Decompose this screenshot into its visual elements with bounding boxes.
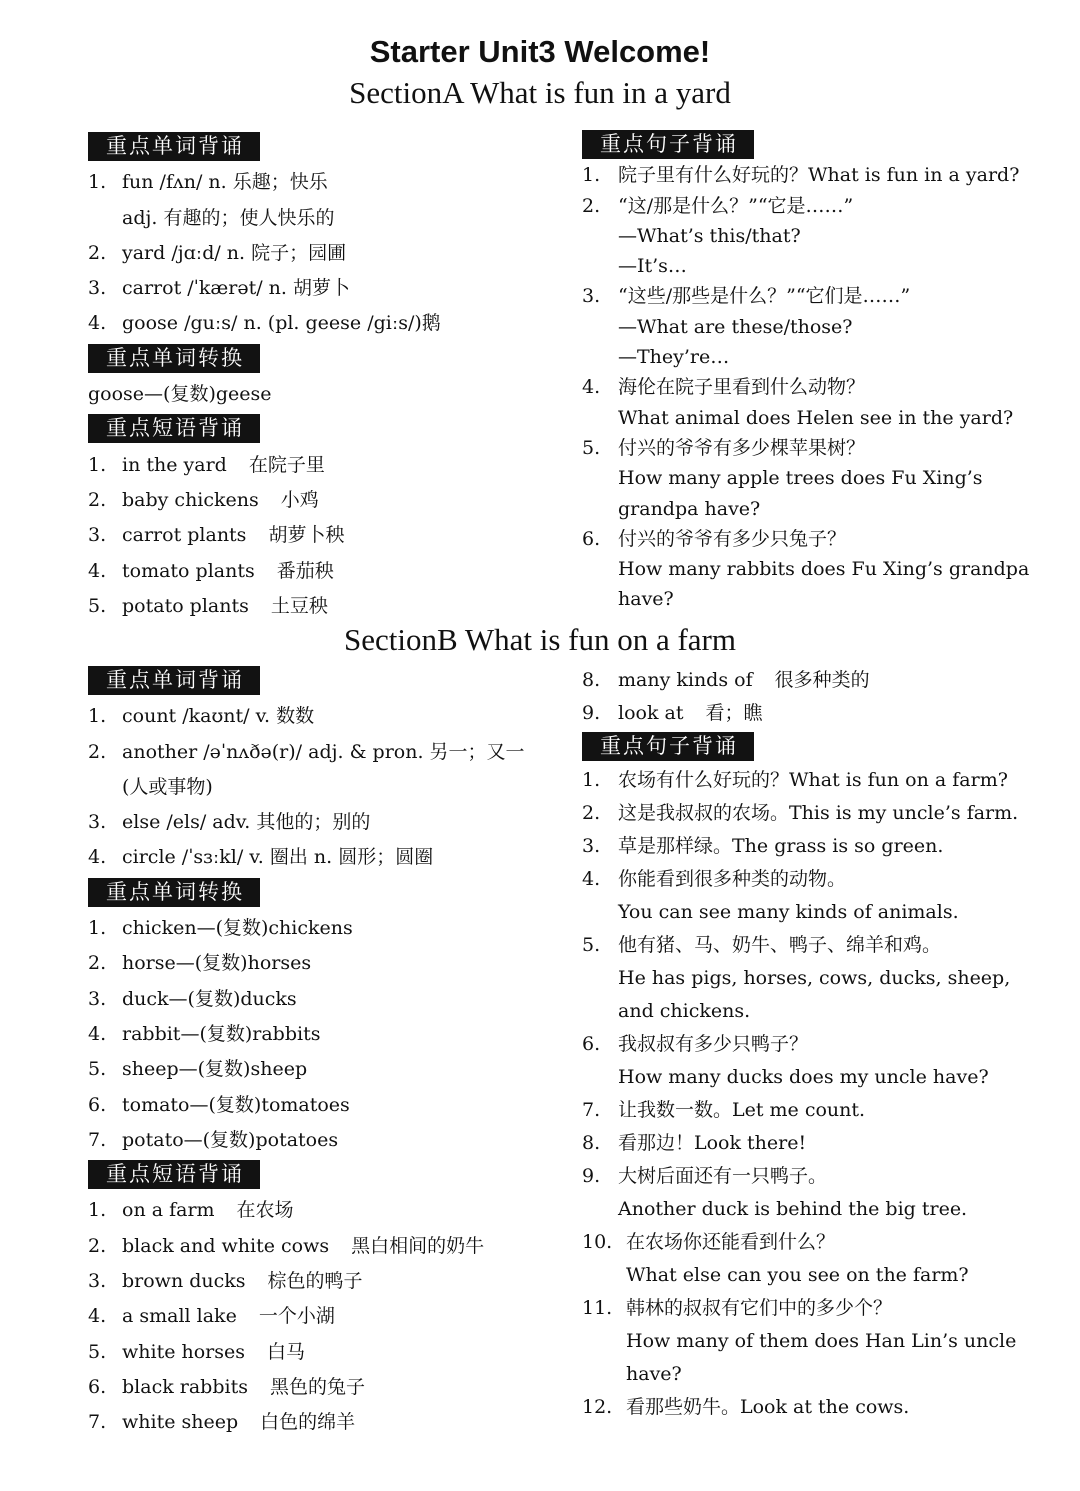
b-sentence-line: What else can you see on the farm?	[626, 1264, 969, 1286]
b-phrase-chinese: 看；瞧	[705, 702, 763, 724]
a-phrase-english: carrot plants	[122, 524, 247, 547]
b-phrases-header: 重点短语背诵	[88, 1160, 260, 1189]
b-phrase-number: 5.	[88, 1340, 107, 1363]
b-conversion-text: horse—(复数)horses	[122, 952, 312, 975]
b-word-item	[88, 735, 558, 806]
b-phrase-text	[122, 1264, 558, 1299]
b-sentence-text	[618, 1094, 1044, 1127]
b-sentence-text	[618, 1028, 1044, 1094]
b-sentence-number: 11.	[582, 1297, 613, 1319]
b-phrase-chinese: 黑白相间的奶牛	[351, 1234, 485, 1257]
b-phrase-english: on a farm	[122, 1199, 215, 1222]
b-phrase-english: black rabbits	[122, 1375, 248, 1398]
a-phrase-item	[88, 554, 558, 589]
a-sentence-item	[582, 372, 1044, 433]
a-word-line: carrot /ˈkærət/ n. 胡萝卜	[122, 277, 350, 300]
a-phrase-english: potato plants	[122, 594, 249, 617]
b-sentence-line: 他有猪、马、奶牛、鸭子、绵羊和鸡。	[618, 934, 942, 956]
section-a-left-column	[88, 130, 558, 624]
b-word-text	[122, 735, 558, 806]
a-phrase-chinese: 在院子里	[248, 453, 325, 476]
b-sentence-line: 让我数一数。Let me count.	[618, 1099, 866, 1121]
b-sentence-number: 3.	[582, 835, 601, 857]
b-sentence-text	[618, 1160, 1044, 1226]
a-sentence-line: 海伦在院子里看到什么动物？	[618, 376, 866, 399]
b-phrase-number: 3.	[88, 1270, 107, 1293]
a-words-header: 重点单词背诵	[88, 132, 260, 161]
a-word-line: fun /fʌn/ n. 乐趣；快乐	[122, 171, 328, 194]
b-phrase-number: 2.	[88, 1234, 107, 1257]
b-sentence-item	[582, 1094, 1044, 1127]
b-sentence-item	[582, 830, 1044, 863]
b-sentence-line: 在农场你还能看到什么？	[626, 1231, 836, 1253]
a-phrase-item	[88, 589, 558, 624]
b-conversion-item	[88, 1088, 558, 1123]
b-sentence-number: 4.	[582, 868, 601, 890]
b-word-line: else /els/ adv. 其他的；别的	[122, 811, 371, 834]
a-sentence-text	[618, 160, 1044, 190]
section-a-title: SectionA What is fun in a yard	[349, 75, 731, 110]
b-phrase-chinese: 很多种类的	[774, 669, 870, 691]
a-phrase-english: baby chickens	[122, 488, 259, 511]
b-phrase-item	[88, 1299, 558, 1334]
b-phrase-item	[582, 697, 1044, 730]
b-conversion-text: chicken—(复数)chickens	[122, 917, 353, 940]
a-word-number: 2.	[88, 241, 107, 264]
a-phrase-text	[122, 448, 558, 483]
a-word-text	[122, 165, 558, 236]
b-sentence-text	[618, 830, 1044, 863]
b-phrase-english: a small lake	[122, 1305, 237, 1328]
a-word-item	[88, 306, 558, 341]
b-word-number: 4.	[88, 846, 107, 869]
b-conversion-number: 3.	[88, 987, 107, 1010]
a-sentence-item	[582, 524, 1044, 615]
a-word-line: adj. 有趣的；使人快乐的	[122, 206, 335, 229]
b-phrase-item	[88, 1335, 558, 1370]
b-conversion-number: 5.	[88, 1058, 107, 1081]
a-sentence-line: 院子里有什么好玩的？What is fun in a yard?	[618, 164, 1020, 187]
a-sentence-line: —They’re…	[618, 346, 730, 369]
b-conversion-text: duck—(复数)ducks	[122, 987, 297, 1010]
a-sentence-number: 3.	[582, 285, 601, 308]
a-word-text	[122, 271, 558, 306]
b-sentence-line: 这是我叔叔的农场。This is my uncle’s farm.	[618, 802, 1019, 824]
b-phrase-chinese: 在农场	[236, 1199, 294, 1222]
a-word-item	[88, 165, 558, 236]
b-phrase-english: black and white cows	[122, 1234, 330, 1257]
b-sentence-line: 看那边！Look there!	[618, 1132, 807, 1154]
a-phrase-item	[88, 448, 558, 483]
b-word-item	[88, 840, 558, 875]
b-sentence-item	[582, 1127, 1044, 1160]
section-a-right-column	[582, 128, 1044, 615]
b-phrase-english: look at	[618, 702, 684, 724]
a-phrase-chinese: 土豆秧	[270, 594, 328, 617]
b-phrase-text	[618, 664, 1044, 697]
b-sentence-number: 7.	[582, 1099, 601, 1121]
b-conversion-item	[88, 982, 558, 1017]
b-word-line: circle /ˈsɜːkl/ v. 圈出 n. 圆形；圆圈	[122, 846, 434, 869]
a-phrase-number: 2.	[88, 488, 107, 511]
b-phrase-item	[88, 1370, 558, 1405]
b-phrase-text	[122, 1370, 558, 1405]
b-phrase-english: white sheep	[122, 1411, 239, 1434]
b-phrase-item	[582, 664, 1044, 697]
b-phrase-number: 1.	[88, 1199, 107, 1222]
b-sentences-header: 重点句子背诵	[582, 732, 754, 761]
b-word-line: another /əˈnʌðə(r)/ adj. & pron. 另一；又一	[122, 740, 525, 763]
b-conversion-item	[88, 1052, 558, 1087]
a-conversion-header-wrap	[88, 342, 558, 377]
a-phrase-text	[122, 518, 558, 553]
a-sentence-text	[618, 281, 1044, 372]
a-word-number: 3.	[88, 277, 107, 300]
b-sentence-number: 8.	[582, 1132, 601, 1154]
b-phrase-number: 9.	[582, 702, 601, 724]
b-sentence-number: 10.	[582, 1231, 613, 1253]
b-phrase-number: 4.	[88, 1305, 107, 1328]
b-phrase-text	[122, 1193, 558, 1228]
b-conversion-text: potato—(复数)potatoes	[122, 1128, 339, 1151]
b-word-text	[122, 840, 558, 875]
b-conversion-text: rabbit—(复数)rabbits	[122, 1022, 321, 1045]
b-sentence-line: You can see many kinds of animals.	[618, 901, 959, 923]
b-phrase-english: white horses	[122, 1340, 245, 1363]
b-phrase-chinese: 棕色的鸭子	[267, 1270, 363, 1293]
b-phrase-chinese: 一个小湖	[258, 1305, 335, 1328]
a-conversion-header: 重点单词转换	[88, 344, 260, 373]
section-b-left-column	[88, 664, 558, 1441]
a-sentence-line: —What are these/those?	[618, 315, 853, 338]
a-word-text	[122, 306, 558, 341]
a-sentence-line: have?	[618, 588, 674, 611]
b-sentence-number: 5.	[582, 934, 601, 956]
b-word-line: count /kaʊnt/ v. 数数	[122, 705, 315, 728]
b-sentence-line: How many ducks does my uncle have?	[618, 1066, 989, 1088]
b-sentence-text	[626, 1391, 1044, 1424]
b-sentence-text	[618, 1127, 1044, 1160]
b-conversion-item	[88, 911, 558, 946]
b-conversion-header: 重点单词转换	[88, 878, 260, 907]
a-sentence-text	[618, 372, 1044, 433]
a-word-number: 1.	[88, 171, 107, 194]
b-sentence-item	[582, 764, 1044, 797]
a-sentence-number: 2.	[582, 194, 601, 217]
b-word-text	[122, 699, 558, 734]
b-phrase-item	[88, 1405, 558, 1440]
a-phrase-item	[88, 518, 558, 553]
a-sentence-line: “这些/那些是什么？”“它们是……”	[618, 285, 911, 308]
b-sentence-text	[618, 764, 1044, 797]
b-phrase-item	[88, 1193, 558, 1228]
a-sentence-line: —It’s…	[618, 255, 687, 278]
a-sentence-item	[582, 281, 1044, 372]
a-phrase-chinese: 胡萝卜秧	[268, 524, 345, 547]
a-word-line: yard /jɑːd/ n. 院子；园圃	[122, 241, 347, 264]
b-sentence-item	[582, 863, 1044, 929]
a-word-number: 4.	[88, 312, 107, 335]
a-sentence-item	[582, 160, 1044, 190]
b-word-item	[88, 805, 558, 840]
a-word-item	[88, 271, 558, 306]
a-sentence-number: 6.	[582, 527, 601, 550]
a-phrase-chinese: 番茄秧	[276, 559, 334, 582]
a-phrase-text	[122, 589, 558, 624]
b-sentence-line: Another duck is behind the big tree.	[618, 1198, 968, 1220]
b-sentence-text	[626, 1226, 1044, 1292]
b-phrase-english: brown ducks	[122, 1270, 246, 1293]
b-sentence-item	[582, 1391, 1044, 1424]
b-sentence-number: 12.	[582, 1396, 613, 1418]
b-sentence-line: 草是那样绿。The grass is so green.	[618, 835, 944, 857]
b-sentence-line: He has pigs, horses, cows, ducks, sheep,	[618, 967, 1011, 989]
b-phrase-item	[88, 1229, 558, 1264]
b-words-header-wrap	[88, 664, 558, 699]
b-sentence-item	[582, 1292, 1044, 1391]
b-sentence-number: 6.	[582, 1033, 601, 1055]
a-phrase-english: in the yard	[122, 453, 227, 476]
a-sentence-line: “这/那是什么？”“它是……”	[618, 194, 854, 217]
a-sentences-header: 重点句子背诵	[582, 130, 754, 159]
b-phrase-text	[122, 1405, 558, 1440]
a-phrase-number: 4.	[88, 559, 107, 582]
b-phrase-number: 6.	[88, 1375, 107, 1398]
a-phrase-item	[88, 483, 558, 518]
b-phrase-number: 8.	[582, 669, 601, 691]
b-conversion-item	[88, 946, 558, 981]
b-conversion-number: 6.	[88, 1093, 107, 1116]
a-sentence-text	[618, 524, 1044, 615]
b-word-item	[88, 699, 558, 734]
a-word-line: goose /guːs/ n. (pl. geese /giːs/)鹅	[122, 312, 441, 335]
b-sentence-item	[582, 1160, 1044, 1226]
b-word-line: (人或事物)	[122, 775, 213, 798]
b-sentence-line: 农场有什么好玩的？What is fun on a farm?	[618, 769, 1008, 791]
a-sentence-line: —What’s this/that?	[618, 224, 801, 247]
a-sentence-text	[618, 191, 1044, 282]
b-sentence-text	[618, 863, 1044, 929]
a-word-text	[122, 236, 558, 271]
a-conversion-text: goose—(复数)geese	[88, 383, 272, 406]
b-phrase-text	[618, 697, 1044, 730]
b-word-number: 2.	[88, 740, 107, 763]
b-sentence-line: 看那些奶牛。Look at the cows.	[626, 1396, 910, 1418]
b-sentence-line: 你能看到很多种类的动物。	[618, 868, 847, 890]
a-sentence-number: 4.	[582, 376, 601, 399]
b-conversion-number: 7.	[88, 1128, 107, 1151]
b-words-header: 重点单词背诵	[88, 666, 260, 695]
a-sentence-line: How many rabbits does Fu Xing’s grandpa	[618, 558, 1030, 581]
a-phrase-number: 1.	[88, 453, 107, 476]
a-words-header-wrap	[88, 130, 558, 165]
b-conversion-number: 4.	[88, 1022, 107, 1045]
a-sentence-line: 付兴的爷爷有多少棵苹果树？	[618, 436, 866, 459]
a-sentence-item	[582, 433, 1044, 524]
a-phrase-text	[122, 554, 558, 589]
b-sentences-header-wrap	[582, 730, 1044, 764]
b-sentence-line: 大树后面还有一只鸭子。	[618, 1165, 828, 1187]
section-b-right-column	[582, 664, 1044, 1424]
b-phrase-item	[88, 1264, 558, 1299]
section-b-title: SectionB What is fun on a farm	[343, 622, 736, 657]
a-sentence-item	[582, 191, 1044, 282]
b-sentence-item	[582, 1028, 1044, 1094]
a-sentence-line: grandpa have?	[618, 497, 761, 520]
b-sentence-line: 我叔叔有多少只鸭子？	[618, 1033, 809, 1055]
b-sentence-line: and chickens.	[618, 1000, 751, 1022]
a-phrases-header: 重点短语背诵	[88, 414, 260, 443]
a-phrase-number: 5.	[88, 594, 107, 617]
b-phrase-text	[122, 1335, 558, 1370]
b-sentence-item	[582, 1226, 1044, 1292]
b-word-number: 1.	[88, 705, 107, 728]
b-conversion-number: 1.	[88, 917, 107, 940]
b-phrase-chinese: 黑色的兔子	[269, 1375, 365, 1398]
b-conversion-number: 2.	[88, 952, 107, 975]
b-conversion-text: sheep—(复数)sheep	[122, 1058, 308, 1081]
a-sentence-number: 5.	[582, 436, 601, 459]
a-sentence-line: How many apple trees does Fu Xing’s	[618, 467, 983, 490]
b-sentence-text	[618, 929, 1044, 1028]
b-conversion-item	[88, 1017, 558, 1052]
a-word-item	[88, 236, 558, 271]
b-phrase-chinese: 白马	[267, 1340, 306, 1363]
b-sentence-number: 1.	[582, 769, 601, 791]
a-phrase-english: tomato plants	[122, 559, 255, 582]
b-conversion-header-wrap	[88, 876, 558, 911]
a-phrase-text	[122, 483, 558, 518]
a-sentences-header-wrap	[582, 128, 1044, 160]
b-sentence-line: have?	[626, 1363, 682, 1385]
a-sentence-number: 1.	[582, 164, 601, 187]
b-phrase-number: 7.	[88, 1411, 107, 1434]
b-word-text	[122, 805, 558, 840]
b-phrase-english: many kinds of	[618, 669, 753, 691]
b-sentence-text	[626, 1292, 1044, 1391]
a-phrase-chinese: 小鸡	[280, 488, 319, 511]
b-conversion-item	[88, 1123, 558, 1158]
b-phrase-text	[122, 1299, 558, 1334]
b-sentence-number: 9.	[582, 1165, 601, 1187]
b-sentence-line: How many of them does Han Lin’s uncle	[626, 1330, 1017, 1352]
unit-title: Starter Unit3 Welcome!	[369, 34, 711, 69]
a-phrases-header-wrap	[88, 412, 558, 447]
b-sentence-line: 韩林的叔叔有它们中的多少个？	[626, 1297, 893, 1319]
b-sentence-text	[618, 797, 1044, 830]
b-sentence-item	[582, 797, 1044, 830]
a-phrase-number: 3.	[88, 524, 107, 547]
b-word-number: 3.	[88, 811, 107, 834]
b-sentence-item	[582, 929, 1044, 1028]
b-phrase-text	[122, 1229, 558, 1264]
a-sentence-line: What animal does Helen see in the yard?	[618, 406, 1014, 429]
a-sentence-text	[618, 433, 1044, 524]
b-sentence-number: 2.	[582, 802, 601, 824]
b-conversion-text: tomato—(复数)tomatoes	[122, 1093, 350, 1116]
b-phrase-chinese: 白色的绵羊	[260, 1411, 356, 1434]
b-phrases-header-wrap	[88, 1158, 558, 1193]
a-sentence-line: 付兴的爷爷有多少只兔子？	[618, 527, 847, 550]
